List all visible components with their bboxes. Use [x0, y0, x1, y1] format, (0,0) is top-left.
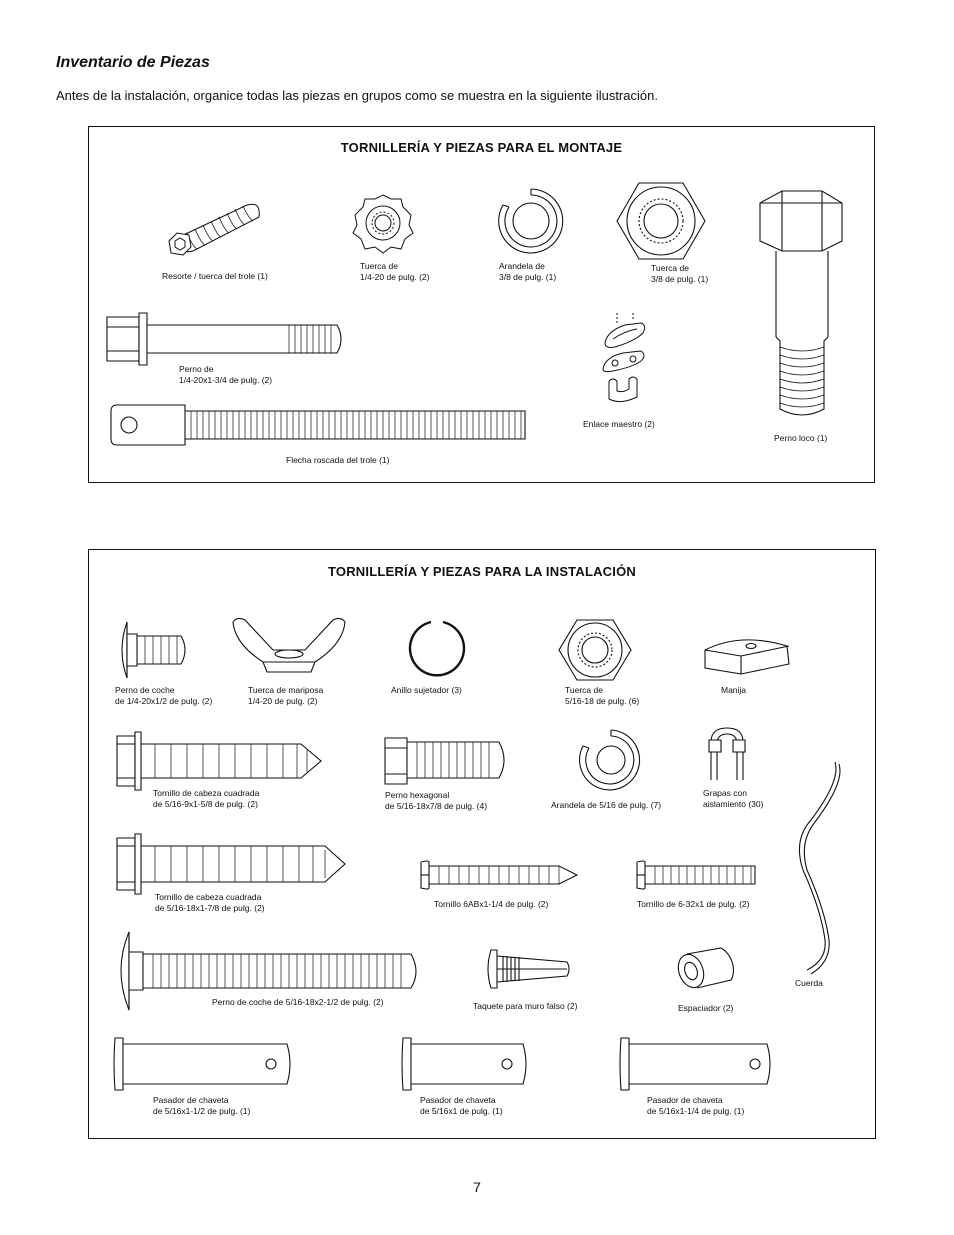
lag-screw-2-label-1: Tornillo de cabeza cuadrada — [155, 892, 262, 902]
drywall-anchor-caption — [473, 1001, 577, 1012]
intro-paragraph: Antes de la instalación, organice todas las piezas en grupos como se muestra en la siguiente ilustración. — [56, 88, 658, 103]
handle-illustration — [701, 634, 793, 678]
spacer-illustration — [673, 944, 739, 992]
master-link-label: Enlace maestro (2) — [583, 419, 655, 429]
lock-nut-illustration — [351, 193, 415, 253]
wing-nut-caption — [248, 685, 323, 707]
mounting-hardware-panel — [88, 126, 875, 483]
clevis-pin-3-label-2: de 5/16x1-1/4 de pulg. (1) — [647, 1106, 745, 1116]
bolt-label-1: Perno de — [179, 364, 214, 374]
hex-nut-caption — [651, 263, 708, 285]
retaining-ring-label: Anillo sujetador (3) — [391, 685, 462, 695]
handle-caption — [721, 685, 746, 696]
lock-washer-label-1: Arandela de — [499, 261, 545, 271]
master-link-illustration — [595, 313, 651, 403]
bolt-illustration — [105, 311, 349, 367]
hex-nut-label-1: Tuerca de — [651, 263, 689, 273]
clevis-pin-1-label-1: Pasador de chaveta — [153, 1095, 229, 1105]
drywall-anchor-label: Taquete para muro falso (2) — [473, 1001, 578, 1011]
clevis-pin-2-label-2: de 5/16x1 de pulg. (1) — [420, 1106, 503, 1116]
rope-illustration — [791, 760, 847, 978]
lag-screw-1-label-1: Tornillo de cabeza cuadrada — [153, 788, 260, 798]
carriage-bolt-large-caption — [212, 997, 384, 1008]
lock-washer-caption — [499, 261, 556, 283]
carriage-bolt-large-label: Perno de coche de 5/16-18x2-1/2 de pulg. (2) — [212, 997, 384, 1007]
hex-nut-illustration — [615, 181, 707, 261]
screw-6ab-caption — [434, 899, 548, 910]
clevis-pin-2-caption — [420, 1095, 503, 1117]
lag-screw-1-illustration — [115, 730, 325, 792]
screw-632-illustration — [635, 858, 759, 892]
spring-nut-illustration — [167, 191, 277, 261]
carriage-bolt-small-caption — [115, 685, 212, 707]
screw-632-caption — [637, 899, 749, 910]
staples-illustration — [705, 724, 753, 782]
bolt-caption — [179, 364, 272, 386]
hex-nut-516-caption — [565, 685, 639, 707]
staples-label-1: Grapas con — [703, 788, 747, 798]
lag-screw-1-label-2: de 5/16-9x1-5/8 de pulg. (2) — [153, 799, 258, 809]
master-link-caption — [583, 419, 655, 430]
clevis-pin-3-illustration — [617, 1036, 777, 1092]
carriage-bolt-small-illustration — [115, 620, 191, 680]
spring-nut-caption — [162, 271, 268, 282]
screw-6ab-illustration — [419, 858, 579, 892]
hex-bolt-label-1: Perno hexagonal — [385, 790, 450, 800]
staples-label-2: aislamiento (30) — [703, 799, 764, 809]
carriage-bolt-small-label-1: Perno de coche — [115, 685, 175, 695]
lock-nut-label-1: Tuerca de — [360, 261, 398, 271]
lock-nut-label-2: 1/4-20 de pulg. (2) — [360, 272, 430, 282]
installation-panel-title: TORNILLERÍA Y PIEZAS PARA LA INSTALACIÓN — [328, 564, 636, 579]
page-title: Inventario de Piezas — [56, 54, 210, 71]
lag-screw-2-label-2: de 5/16-18x1-7/8 de pulg. (2) — [155, 903, 265, 913]
clevis-pin-2-illustration — [399, 1036, 531, 1092]
threaded-shaft-label: Flecha roscada del trole (1) — [286, 455, 390, 465]
retaining-ring-illustration — [407, 618, 469, 680]
idler-bolt-label: Perno loco (1) — [774, 433, 828, 443]
rope-caption — [795, 978, 823, 989]
lag-screw-2-illustration — [115, 832, 349, 896]
installation-hardware-panel — [88, 549, 876, 1139]
clevis-pin-3-label-1: Pasador de chaveta — [647, 1095, 723, 1105]
drywall-anchor-illustration — [483, 948, 573, 990]
hex-bolt-caption — [385, 790, 487, 812]
handle-label: Manija — [721, 685, 747, 695]
carriage-bolt-small-label-2: de 1/4-20x1/2 de pulg. (2) — [115, 696, 213, 706]
idler-bolt-illustration — [758, 189, 848, 439]
wing-nut-illustration — [229, 614, 349, 676]
clevis-pin-1-label-2: de 5/16x1-1/2 de pulg. (1) — [153, 1106, 251, 1116]
rope-label: Cuerda — [795, 978, 823, 988]
wing-nut-label-2: 1/4-20 de pulg. (2) — [248, 696, 318, 706]
washer-516-caption — [551, 800, 661, 811]
screw-632-label: Tornillo de 6-32x1 de pulg. (2) — [637, 899, 750, 909]
idler-bolt-caption — [774, 433, 827, 444]
threaded-shaft-illustration — [109, 403, 529, 447]
hex-nut-516-illustration — [557, 618, 633, 682]
clevis-pin-3-caption — [647, 1095, 744, 1117]
threaded-shaft-caption — [286, 455, 389, 466]
lock-nut-caption — [360, 261, 429, 283]
clevis-pin-2-label-1: Pasador de chaveta — [420, 1095, 496, 1105]
retaining-ring-caption — [391, 685, 462, 696]
hex-bolt-label-2: de 5/16-18x7/8 de pulg. (4) — [385, 801, 488, 811]
clevis-pin-1-illustration — [111, 1036, 295, 1092]
mounting-panel-title: TORNILLERÍA Y PIEZAS PARA EL MONTAJE — [340, 140, 623, 155]
washer-516-label: Arandela de 5/16 de pulg. (7) — [551, 800, 662, 810]
wing-nut-label-1: Tuerca de mariposa — [248, 685, 324, 695]
lock-washer-label-2: 3/8 de pulg. (1) — [499, 272, 557, 282]
spring-nut-label: Resorte / tuerca del trole (1) — [162, 271, 268, 281]
spacer-caption — [678, 1003, 733, 1014]
hex-bolt-illustration — [383, 732, 513, 788]
hex-nut-516-label-2: 5/16-18 de pulg. (6) — [565, 696, 640, 706]
hex-nut-516-label-1: Tuerca de — [565, 685, 603, 695]
page-number: 7 — [473, 1179, 481, 1195]
staples-caption — [703, 788, 763, 810]
lag-screw-2-caption — [155, 892, 265, 914]
lag-screw-1-caption — [153, 788, 259, 810]
bolt-label-2: 1/4-20x1-3/4 de pulg. (2) — [179, 375, 273, 385]
washer-516-illustration — [577, 726, 645, 792]
spacer-label: Espaciador (2) — [678, 1003, 734, 1013]
screw-6ab-label: Tornillo 6ABx1-1/4 de pulg. (2) — [434, 899, 549, 909]
clevis-pin-1-caption — [153, 1095, 250, 1117]
hex-nut-label-2: 3/8 de pulg. (1) — [651, 274, 709, 284]
lock-washer-illustration — [495, 185, 567, 257]
